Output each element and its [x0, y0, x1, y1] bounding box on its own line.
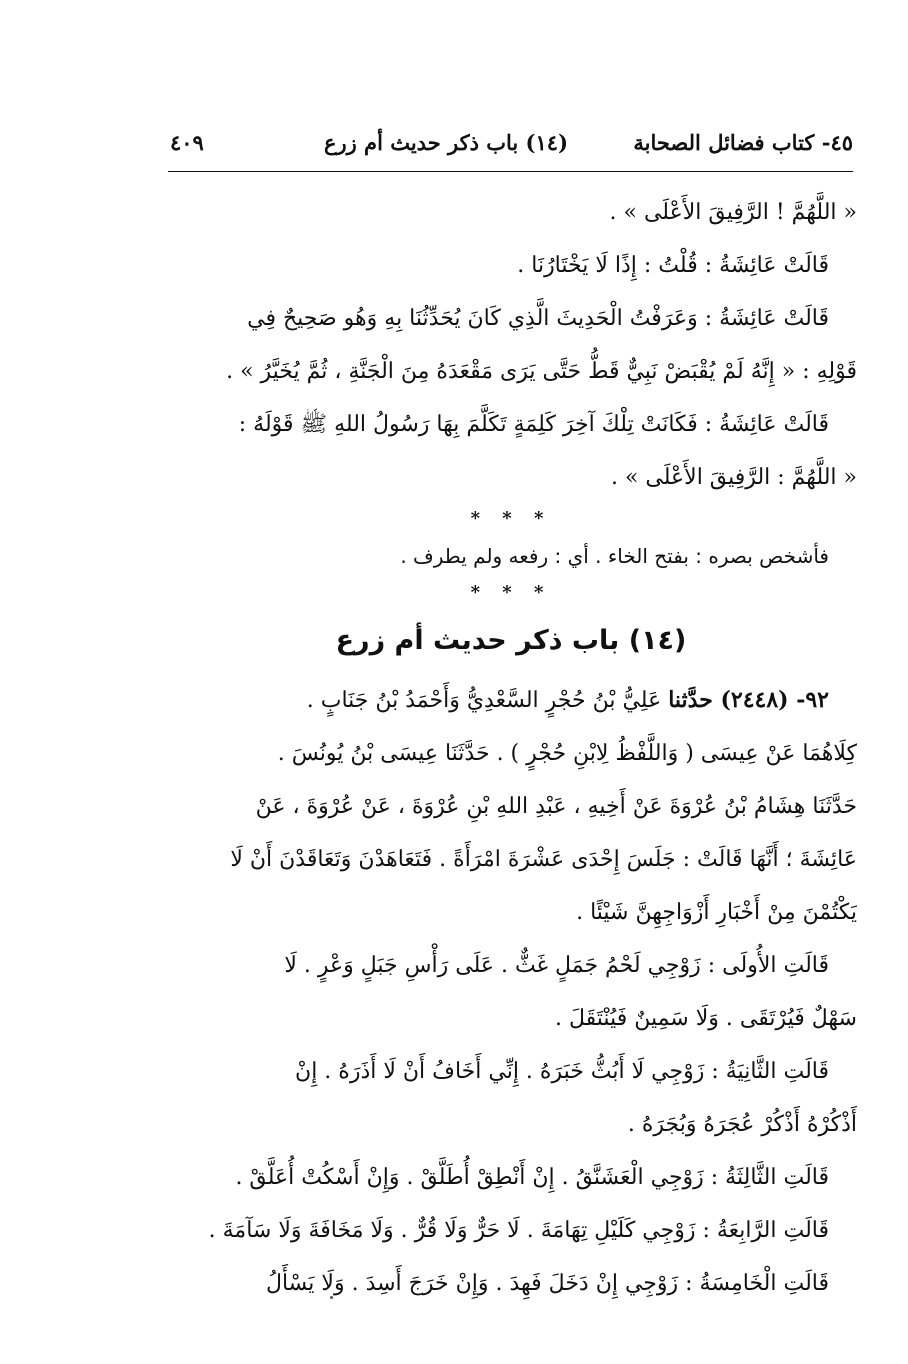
text-line: سَهْلٌ فَيُرْتَقَى . وَلَا سَمِينٌ فَيُنْتَقَلَ . [555, 1006, 857, 1031]
hadith-opening-line [165, 674, 857, 727]
section-title: (١٤) باب ذكر حديث أم زرع [323, 130, 568, 155]
hadith-opening-text: عَلِيُّ بْنُ حُجْرٍ السَّعْدِيُّ وَأَحْمَدُ بْنُ جَنَابٍ . [306, 688, 662, 713]
text-line: قَوْلِهِ : « إِنَّهُ لَمْ يُقْبَضْ نَبِيٌّ قَطُّ حَتَّى يَرَى مَقْعَدَهُ مِنَ الْجَنَّةِ ، ثُمَّ يُخَيَّرُ » . [226, 359, 857, 384]
chapter-heading: (١٤) باب ذكر حديث أم زرع [335, 625, 687, 656]
text-line: قَالَتْ عَائِشَةُ : فَكَانَتْ تِلْكَ آخِرَ كَلِمَةٍ تَكَلَّمَ بِهَا رَسُولُ اللهِ ﷺ قَوْلَهُ : [238, 412, 829, 437]
page-number: ٤٠٩ [170, 130, 204, 155]
text-line: قَالَتِ الرَّابِعَةُ : زَوْجِي كَلَيْلِ تِهَامَةَ . لَا حَرٌّ وَلَا قُرٌّ . وَلَا مَخَافَةَ وَلَا سَآمَةَ . [208, 1218, 829, 1243]
text-line: يَكْتُمْنَ مِنْ أَخْبَارِ أَزْوَاجِهِنَّ شَيْئًا . [576, 900, 857, 925]
text-line: حَدَّثَنَا هِشَامُ بْنُ عُرْوَةَ عَنْ أَخِيهِ ، عَبْدِ اللهِ بْنِ عُرْوَةَ ، عَنْ عُرْوَةَ ، عَنْ [255, 794, 857, 819]
section-divider: * * * [470, 508, 552, 529]
running-header [168, 128, 853, 172]
section-divider: * * * [470, 582, 552, 603]
text-line: « اللَّهُمَّ : الرَّفِيقَ الأَعْلَى » . [610, 465, 857, 490]
footnote: فأشخص بصره : بفتح الخاء . أي : رفعه ولم يطرف . [400, 544, 829, 568]
text-line: قَالَتِ الأُولَى : زَوْجِي لَحْمُ جَمَلٍ غَثٌّ . عَلَى رَأْسِ جَبَلٍ وَعْرٍ . لَا [284, 953, 829, 978]
text-line: قَالَتِ الْخَامِسَةُ : زَوْجِي إِنْ دَخَلَ فَهِدَ . وَإِنْ خَرَجَ أَسِدَ . وَلَا يَسْأَلُ [265, 1271, 829, 1296]
text-line: عَائِشَةَ ؛ أَنَّهَا قَالَتْ : جَلَسَ إِحْدَى عَشْرَةَ امْرَأَةً . فَتَعَاهَدْنَ وَتَعَاقَدْنَ أَنْ لَا [230, 847, 857, 872]
scan-speck [330, 1296, 333, 1299]
text-line: أَذْكُرْهُ أَذْكُرْ عُجَرَهُ وَبُجَرَهُ . [627, 1112, 857, 1137]
text-line: قَالَتْ عَائِشَةُ : قُلْتُ : إِذًا لَا يَخْتَارُنَا . [517, 253, 829, 278]
hadith-number: ٩٢- (٢٤٤٨) حدَّثنا [668, 687, 829, 713]
text-line: « اللَّهُمَّ ! الرَّفِيقَ الأَعْلَى » . [609, 200, 857, 225]
page-body [165, 186, 857, 1310]
header-rule [168, 171, 853, 172]
chapter-title: ٤٥- كتاب فضائل الصحابة [633, 130, 853, 155]
text-line: قَالَتِ الثَّالِثَةُ : زَوْجِي الْعَشَنَّقُ . إِنْ أَنْطِقْ أُطَلَّقْ . وَإِنْ أَسْكُتْ أُعَلَّقْ . [235, 1165, 829, 1190]
text-line: كِلَاهُمَا عَنْ عِيسَى ( وَاللَّفْظُ لِابْنِ حُجْرٍ ) . حَدَّثَنَا عِيسَى بْنُ يُونُسَ . [277, 741, 857, 766]
text-line: قَالَتْ عَائِشَةُ : وَعَرَفْتُ الْحَدِيثَ الَّذِي كَانَ يُحَدِّثُنَا بِهِ وَهُو صَحِيحٌ فِي [247, 306, 829, 331]
text-line: قَالَتِ الثَّانِيَةُ : زَوْجِي لَا أَبُثُّ خَبَرَهُ . إِنِّي أَخَافُ أَنْ لَا أَذَرَهُ . إِنْ [295, 1059, 829, 1084]
